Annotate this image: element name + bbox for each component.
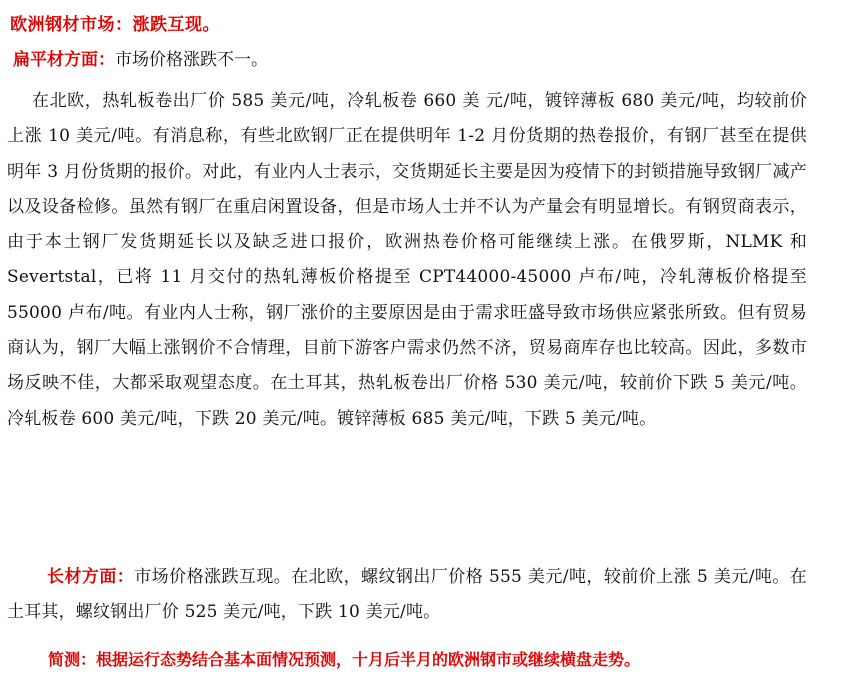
long-section-body: 市场价格涨跌互现。在北欧，螺纹钢出厂价格 555 美元/吨，较前价上涨 5 美元/吨。在土耳其，螺纹钢出厂价 525 美元/吨，下跌 10 美元/吨。 bbox=[7, 567, 807, 622]
summary-label: 简测： bbox=[48, 650, 97, 669]
document-title: 欧洲钢材市场：涨跌互现。 bbox=[10, 15, 220, 35]
long-section-label: 长材方面： bbox=[47, 567, 135, 587]
summary-body: 根据运行态势结合基本面情况预测，十月后半月的欧洲钢市或继续横盘走势。 bbox=[96, 650, 641, 669]
forecast-summary bbox=[48, 648, 640, 672]
flat-section-lead: 市场价格涨跌不一。 bbox=[115, 50, 268, 70]
flat-section-body: 在北欧，热轧板卷出厂价 585 美元/吨，冷轧板卷 660 美 元/吨，镀锌薄板 680 美元/吨，均较前价上涨 10 美元/吨。有消息称，有些北欧钢厂正在提供明年 1-2 月份货期的热卷报价，有钢厂甚至在提供明年 3 月份货期的报价。对此，有业内人士表示，交货期延长主要是因为疫情下的封锁措施导致钢厂减产以及设备检修。虽然有钢厂在重启闲置设备，但是市场人士并不认为产量会有明显增长。有钢贸商表示，由于本土钢厂发货期延长以及缺乏进口报价，欧洲热卷价格可能继续上涨。在俄罗斯，NLMK 和 Severtstal，已将 11 月交付的热轧薄板价格提至 CPT44000-45000 卢布/吨，冷轧薄板价格提至 55000 卢布/吨。有业内人士称，钢厂涨价的主要原因是由于需求旺盛导致市场供应紧张所致。但有贸易商认为，钢厂大幅上涨钢价不合情理，目前下游客户需求仍然不济，贸易商库存也比较高。因此，多数市场反映不佳，大都采取观望态度。在土耳其，热轧板卷出厂价格 530 美元/吨，较前价下跌 5 美元/吨。冷轧板卷 600 美元/吨，下跌 20 美元/吨。镀锌薄板 685 美元/吨，下跌 5 美元/吨。 bbox=[7, 91, 807, 429]
long-section-paragraph bbox=[7, 560, 807, 630]
flat-section-label: 扁平材方面： bbox=[13, 50, 115, 70]
flat-section-heading bbox=[13, 48, 268, 72]
